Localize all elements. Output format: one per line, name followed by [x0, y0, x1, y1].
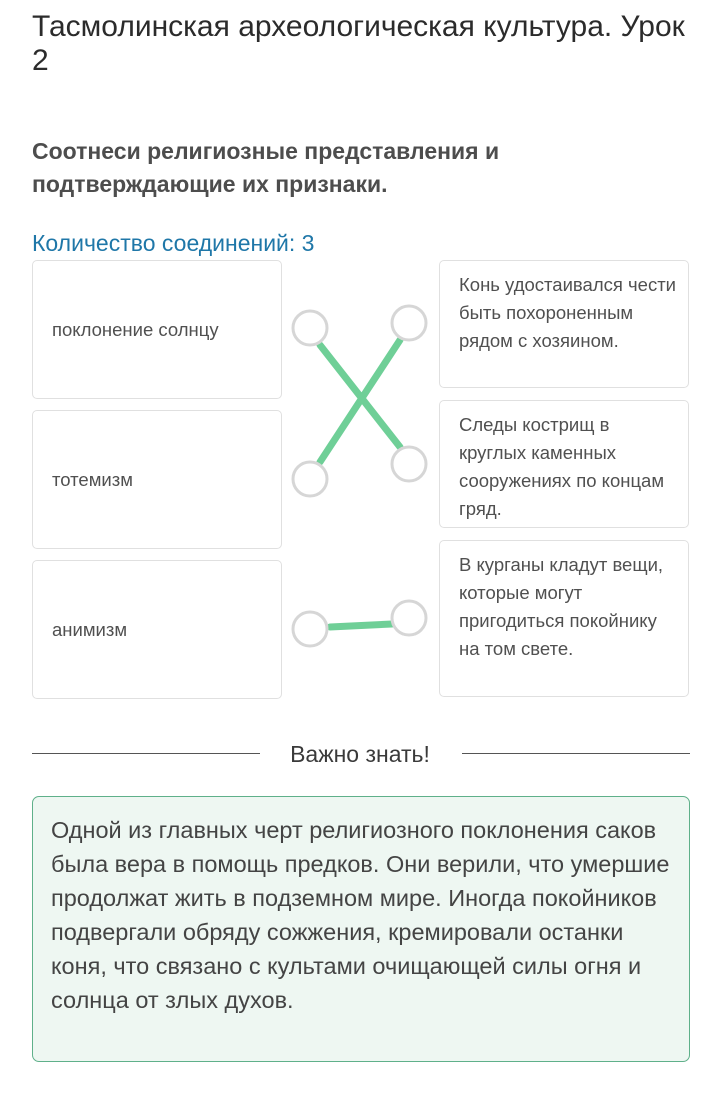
left-card-label: анимизм	[52, 618, 128, 640]
left-card-label: поклонение солнцу	[52, 318, 219, 340]
info-text: Одной из главных черт религиозного поклонения саков была вера в помощь предков. Они верили, что умершие продолжат жить в подземном мире. Иногда покойников подвергали обряду сожжения, кремировали останки коня, что связано с культами очищающей силы огня и солнца от злых духов.	[51, 817, 670, 1013]
right-handle-2[interactable]	[392, 601, 426, 635]
right-card-label: Конь удостаивался чести быть похороненным рядом с хозяином.	[459, 274, 677, 351]
connection-lines	[320, 340, 400, 627]
connections-count: Количество соединений: 3	[32, 230, 315, 256]
right-handle-0[interactable]	[392, 306, 426, 340]
left-handle-2[interactable]	[293, 612, 327, 646]
left-handle-1[interactable]	[293, 462, 327, 496]
left-card-label: тотемизм	[52, 468, 133, 490]
divider-line-left	[32, 753, 260, 754]
right-handle-1[interactable]	[392, 447, 426, 481]
info-box	[32, 796, 690, 1062]
left-handle-0[interactable]	[293, 311, 327, 345]
right-card-label: В курганы кладут вещи, которые могут пригодиться покойнику на том свете.	[459, 554, 664, 659]
info-heading: Важно знать!	[290, 741, 430, 767]
page-title: Тасмолинская археологическая культура. Урок 2	[32, 10, 685, 77]
right-card-label: Следы кострищ в круглых каменных сооружениях по концам гряд.	[459, 414, 665, 519]
task-question: Соотнеси религиозные представления и подтверждающие их признаки.	[32, 138, 500, 197]
divider-line-right	[462, 753, 690, 754]
connection-line-2	[330, 624, 392, 627]
